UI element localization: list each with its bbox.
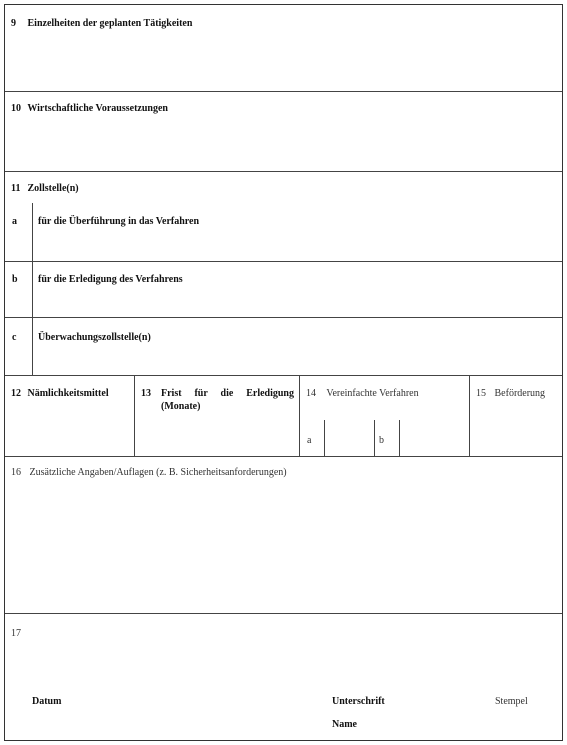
field-16-label: Zusätzliche Angaben/Auflagen (z. B. Sicherheitsanforderungen) [29,467,287,478]
field-17-stempel: Stempel [495,696,528,707]
field-13-label: Frist für die Erledigung (Monate) [161,388,294,412]
customs-form [4,4,563,741]
field-13-number: 13 [141,388,151,399]
field-11b-letter: b [12,274,18,285]
field-11a-label: für die Überführung in das Verfahren [38,216,200,227]
field-14-label: Vereinfachte Verfahren [326,388,419,399]
divider-14b-value [399,420,400,456]
field-9-number: 9 [11,18,16,29]
field-10-header [11,102,168,115]
divider-11b-11c [5,317,562,318]
divider-12-16 [5,456,562,457]
divider-16-17 [5,613,562,614]
field-10-number: 10 [11,103,21,114]
field-11b-label: für die Erledigung des Verfahrens [38,274,183,285]
divider-12-13 [134,375,135,456]
field-10-label: Wirtschaftliche Voraussetzungen [27,103,168,114]
field-11-label: Zollstelle(n) [27,183,79,194]
field-11-header [11,182,79,195]
field-12-number: 12 [11,388,21,399]
field-14-number: 14 [306,388,316,399]
field-15-label: Beförderung [494,388,546,399]
field-9-header [11,17,192,30]
field-11c-letter: c [12,332,17,343]
field-14-header [306,387,419,400]
divider-9-10 [5,91,562,92]
divider-14-15 [469,375,470,456]
divider-11-12 [5,375,562,376]
field-17-datum: Datum [32,696,62,707]
field-11c-label: Überwachungszollstelle(n) [38,332,151,343]
field-16-number: 16 [11,467,21,478]
field-11-number: 11 [11,183,21,194]
divider-14a-value [324,420,325,456]
divider-11-letters [32,203,33,375]
field-17-unterschrift: Unterschrift [332,696,385,707]
field-17-name: Name [332,719,357,730]
divider-14a-14b [374,420,375,456]
field-16-header [11,466,287,479]
divider-10-11 [5,171,562,172]
field-9-label: Einzelheiten der geplanten Tätigkeiten [27,18,193,29]
divider-11a-11b [5,261,562,262]
field-11a-letter: a [12,216,17,227]
divider-13-14 [299,375,300,456]
field-14a-letter: a [307,435,312,446]
field-13-header [141,387,294,413]
field-12-header [11,387,109,400]
field-15-header [476,387,545,400]
field-15-number: 15 [476,388,486,399]
field-12-label: Nämlichkeitsmittel [27,388,109,399]
field-17-number: 17 [11,628,21,639]
field-14b-letter: b [379,435,384,446]
